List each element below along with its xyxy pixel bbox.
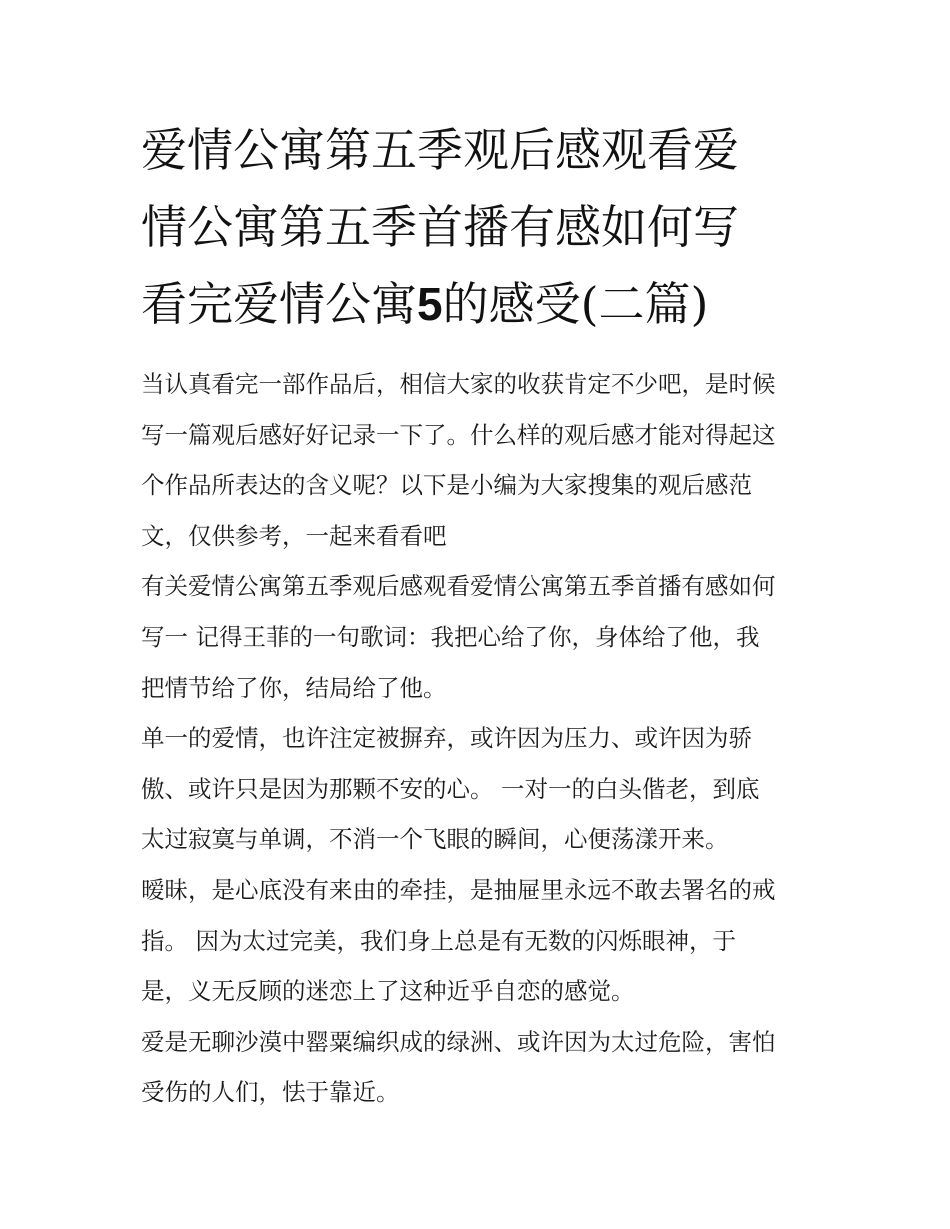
body-line: 傲、或许只是因为那颗不安的心。 一对一的白头偕老，到底 — [141, 774, 760, 803]
body-line: 单一的爱情，也许注定被摒弃，或许因为压力、或许因为骄 — [141, 724, 752, 753]
body-line: 有关爱情公寓第五季观后感观看爱情公寓第五季首播有感如何 — [141, 572, 776, 601]
title-season-number: 5 — [417, 278, 443, 330]
body-line: 暧昧，是心底没有来由的牵挂，是抽屉里永远不敢去署名的戒 — [141, 875, 776, 904]
body-line: 爱是无聊沙漠中罂粟编织成的绿洲、或许因为太过危险，害怕 — [141, 1027, 776, 1056]
body-line: 受伤的人们，怯于靠近。 — [141, 1078, 400, 1107]
title-line-3-start: 看完爱情公寓 — [141, 277, 417, 331]
body-line: 当认真看完一部作品后，相信大家的收获肯定不少吧，是时候 — [141, 370, 776, 398]
title-line-3 — [141, 266, 813, 343]
title-line-1: 爱情公寓第五季观后感观看爱 — [141, 123, 739, 177]
document-body — [141, 359, 813, 1118]
document-content — [141, 112, 813, 1118]
document-title — [141, 112, 813, 343]
body-line: 指。 因为太过完美，我们身上总是有无数的闪烁眼神，于 — [141, 926, 736, 955]
body-line: 把情节给了你，结局给了他。 — [141, 673, 447, 702]
body-line: 写一 记得王菲的一句歌词：我把心给了你，身体给了他，我 — [141, 622, 760, 651]
body-line: 个作品所表达的含义呢？以下是小编为大家搜集的观后感范 — [141, 471, 752, 500]
body-line: 文，仅供参考，一起来看看吧 — [141, 521, 447, 550]
title-line-3-end: 的感受(二篇) — [442, 277, 709, 331]
body-line: 太过寂寞与单调，不消一个飞眼的瞬间，心便荡漾开来。 — [141, 825, 729, 854]
body-line: 是，义无反顾的迷恋上了这种近乎自恋的感觉。 — [141, 977, 635, 1006]
body-line: 写一篇观后感好好记录一下了。什么样的观后感才能对得起这 — [141, 420, 776, 449]
title-line-2: 情公寓第五季首播有感如何写 — [141, 200, 739, 254]
